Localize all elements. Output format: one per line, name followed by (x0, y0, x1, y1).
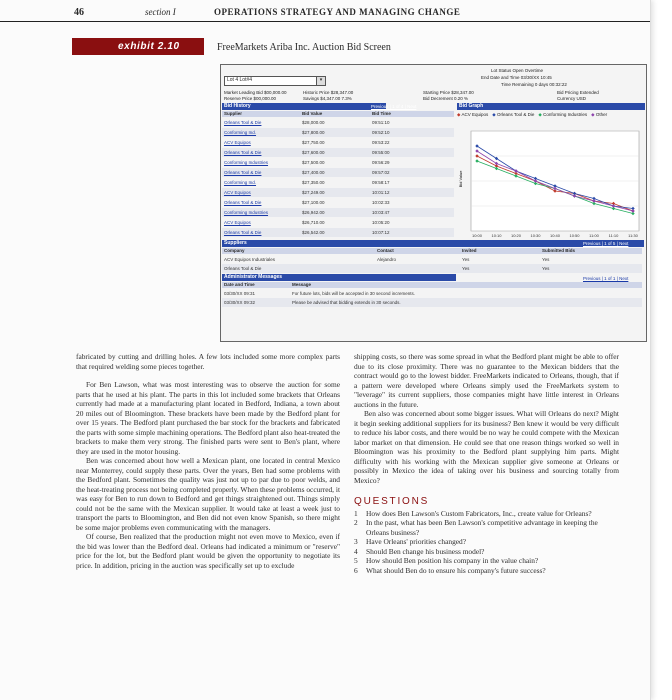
summary-mid-2: Savings $4,347.00 7.3% (303, 96, 352, 101)
cell-bid-value: $27,500.00 (302, 160, 325, 165)
cell-invited: Yes (462, 257, 470, 262)
cell-bid-time: 10:02:33 (372, 200, 390, 205)
status-line-1: Lot Status Open Overtime (491, 68, 544, 73)
x-tick-label: 10:30 (530, 233, 541, 238)
cell-supplier[interactable]: ACV Equipos (224, 190, 251, 195)
table-row (222, 228, 454, 237)
question-number: 2 (354, 518, 358, 527)
x-tick-label: 10:20 (510, 233, 522, 238)
cell-submitted: Yes (542, 257, 550, 262)
cell-company: ACV Equipos Industriales (224, 257, 276, 262)
question-item (354, 509, 619, 519)
summary-left-2: Reserve Price $00,000.00 (224, 96, 277, 101)
bid-pagination[interactable]: Previous | 1 of 4 | Next (371, 104, 417, 109)
question-number: 4 (354, 546, 358, 556)
col-contact: Contact (377, 248, 394, 253)
cell-supplier[interactable]: ACV Equipos (224, 140, 251, 145)
cell-message: Please be advised that bidding extends in 30 seconds. (292, 300, 401, 305)
cell-bid-value: $27,100.00 (302, 200, 325, 205)
cell-bid-value: $27,249.00 (302, 190, 325, 195)
paragraph: Ben was concerned about how well a Mexican plant, one located in central Mexico near Monterrey, could supply these parts. Over the years, Ben had some problems with the Bedford plant. Sometimes the quality was just not up to par due to poor welds, and the heat-treating process not being completed properly. When these problems occurred, it was easy for Ben to run down to Bedford and get things straightened out. Things simply could not be the same with the Mexican supplier. It would take at least a week just to transport the parts to Bloomington, and Ben did not even know Spanish, so there might be some major problems even communicating with the managers. (76, 456, 340, 532)
cell-supplier[interactable]: Conforming Ind. (224, 130, 257, 135)
cell-supplier[interactable]: Orleans Tool & Die (224, 120, 262, 125)
col-submitted: Submitted Bids (542, 248, 576, 253)
table-row (222, 255, 642, 264)
legend-entry (492, 112, 534, 117)
table-row (222, 138, 454, 147)
cell-bid-time: 09:56:29 (372, 160, 390, 165)
cell-company: Orleans Tool & Die (224, 266, 262, 271)
cell-bid-value: $27,600.00 (302, 150, 325, 155)
col-bid-value: Bid Value (302, 111, 323, 116)
cell-bid-value: $26,710.00 (302, 220, 325, 225)
cell-bid-value: $26,542.00 (302, 230, 325, 235)
bid-history-columns (222, 111, 454, 117)
page-number: 46 (74, 7, 84, 18)
admin-header: Administrator Messages (222, 274, 456, 281)
question-text: How should Ben position his company in the value chain? (366, 556, 539, 565)
paragraph: Of course, Ben realized that the production might not even move to Mexico, even if the bid was lower than the Bedford deal. Orleans had indicated a minimum or "reserve" price for the lot, but the Bedford plant would be given the opportunity to negotiate its price. In addition, pricing in the auction was specifically set up to exclude (76, 532, 340, 570)
x-tick-label: 11:10 (608, 233, 619, 238)
table-row (222, 168, 454, 177)
graph-legend (457, 112, 611, 118)
table-row (222, 188, 454, 197)
question-number: 5 (354, 556, 358, 565)
bid-graph (457, 127, 643, 247)
table-row (222, 178, 454, 187)
cell-invited: Yes (462, 266, 470, 271)
cell-bid-time: 09:55:00 (372, 150, 390, 155)
summary-mid-1: Historic Price $28,347.00 (303, 90, 354, 95)
question-number: 1 (354, 508, 358, 518)
legend-label: Conforming Industries (543, 112, 588, 117)
legend-label: Other (595, 112, 608, 117)
chevron-down-icon: ▾ (316, 77, 325, 85)
cell-bid-time: 09:53:22 (372, 140, 390, 145)
col-date-time: Date and Time (224, 282, 255, 287)
questions-heading: QUESTIONS (354, 496, 430, 507)
suppliers-header: Suppliers (222, 240, 644, 247)
question-item (354, 556, 619, 566)
question-item (354, 537, 619, 547)
cell-supplier[interactable]: Conforming Industries (224, 160, 269, 165)
table-row (222, 158, 454, 167)
exhibit-label: exhibit 2.10 (110, 38, 188, 55)
legend-entry (457, 112, 488, 117)
cell-bid-value: $27,400.00 (302, 170, 325, 175)
cell-bid-value: $28,000.00 (302, 120, 325, 125)
question-item (354, 518, 619, 537)
legend-entry (538, 112, 587, 117)
cell-bid-time: 10:01:12 (372, 190, 390, 195)
x-tick-label: 10:40 (549, 233, 561, 238)
cell-bid-value: $27,350.00 (302, 180, 325, 185)
question-text: In the past, what has been Ben Lawson's competitive advantage in keeping the Orleans business? (366, 518, 598, 537)
paragraph: Ben also was concerned about some bigger issues. What will Orleans do next? Might it begin seeking additional suppliers for its business? Ben knew it would be very difficult to reduce his labor costs, and there would be no way he could compete with the Mexican labor market on that dimension. He could see that one reason things worked so well in Bloomington was his proximity to the Bedford plant supplying him parts. Might difficulty with his working with the Mexican supplier give someone at Orleans or possibly in Mexico the idea of taking over his business and sourcing totally from Mexico? (354, 409, 619, 485)
cell-supplier[interactable]: Conforming Ind. (224, 180, 257, 185)
status-line-3: Time Remaining 0 days 00:32:22 (501, 82, 567, 87)
x-tick-label: 11:00 (589, 233, 599, 238)
admin-columns (222, 282, 642, 288)
table-row (222, 128, 454, 137)
legend-marker-icon: ◆ (457, 112, 462, 117)
summary-right-3: Bid Pricing Extended (557, 90, 599, 95)
summary-right-2: Bid Decrement 0.20 % (423, 96, 469, 101)
x-tick-label: 10:10 (491, 233, 502, 238)
legend-marker-icon: ◆ (591, 112, 596, 117)
summary-right-1: Starting Price $28,347.00 (423, 90, 474, 95)
cell-bid-value: $26,942.00 (302, 210, 325, 215)
cell-bid-time: 10:03:47 (372, 210, 390, 215)
table-row (222, 298, 642, 307)
question-text: How does Ben Lawson's Custom Fabricators, Inc., create value for Orleans? (366, 508, 592, 518)
y-axis-label: Bid Value (458, 170, 463, 188)
col-supplier: Supplier (224, 111, 243, 116)
paragraph: fabricated by cutting and drilling holes. A few lots included some more complex parts that required welding some pieces together. (76, 352, 340, 371)
cell-contact: Alejandro (377, 257, 397, 262)
bid-history-header: Bid History (222, 103, 386, 110)
cell-date-time: 03/30/XX 09:31 (224, 291, 256, 296)
cell-bid-time: 10:07:12 (372, 230, 390, 235)
status-line-2: End Date and Time 03/30/XX 10:45 (481, 75, 552, 80)
summary-right-4: Currency USD (557, 96, 587, 101)
cell-bid-value: $27,800.00 (302, 130, 325, 135)
table-row (222, 118, 454, 127)
summary-left-1: Market Leading Bid $00,000.00 (224, 90, 287, 95)
legend-label: Orleans Tool & Die (496, 112, 535, 117)
table-row (222, 218, 454, 227)
legend-marker-icon: ◆ (538, 112, 544, 117)
question-text: What should Ben do to ensure his company's future success? (366, 565, 546, 575)
cell-supplier[interactable]: Orleans Tool & Die (224, 170, 262, 175)
lot-select[interactable] (224, 76, 326, 86)
question-number: 3 (354, 537, 358, 546)
x-tick-label: 10:00 (471, 233, 483, 238)
suppliers-pagination[interactable]: Previous | 1 of 5 | Next (583, 241, 629, 246)
cell-message: For future lots, bids will be accepted in 30 second increments. (292, 291, 416, 296)
cell-supplier[interactable]: Orleans Tool & Die (224, 230, 262, 235)
col-company: Company (224, 248, 245, 253)
paragraph: For Ben Lawson, what was most interesting was to observe the auction for some parts that he used at his plant. The parts in this lot included some brackets that Orleans currently had made at a manufacturing plant located in Bedford, Indiana, a town about 20 miles out of Bloomington. These brackets have been made by the Bedford plant for over 15 years. The Bedford plant purchased the bar stock for the brackets and fabricated the parts with some simple machining operations. The Bedford plant also heat-treated the brackets to make them very strong. The finished parts were sent to Ben's plant, where they are used in the motor housing. (76, 380, 341, 456)
question-number: 6 (354, 565, 358, 575)
cell-submitted: Yes (542, 266, 550, 271)
question-item (354, 547, 619, 557)
cell-bid-time: 09:57:02 (372, 170, 390, 175)
cell-bid-time: 09:51:10 (372, 120, 390, 125)
paragraph: shipping costs, so there was some spread in what the Bedford plant might be able to offer due to its close proximity. There was no guarantee to the Mexican bidders that the contract would go to the lowest bidder. FreeMarkets indicated to Orleans, though, that if a pattern were developed where Orleans simply used the FreeMarkets system to "leverage" its current suppliers, those companies might have little interest in Orleans auctions in the future. (354, 352, 619, 409)
running-header (0, 3, 650, 22)
col-invited: Invited (462, 248, 477, 253)
cell-bid-value: $27,750.00 (302, 140, 325, 145)
cell-bid-time: 10:05:20 (372, 220, 390, 225)
question-text: Have Orleans' priorities changed? (366, 537, 467, 546)
col-message: Message (292, 282, 312, 287)
table-row (222, 289, 642, 298)
running-title: OPERATIONS STRATEGY AND MANAGING CHANGE (214, 7, 461, 17)
cell-date-time: 03/30/XX 09:32 (224, 300, 256, 305)
cell-bid-time: 09:58:17 (372, 180, 390, 185)
legend-marker-icon: ◆ (492, 112, 497, 117)
cell-supplier[interactable]: Conforming Industries (224, 210, 269, 215)
table-row (222, 148, 454, 157)
table-row (222, 208, 454, 217)
body-column-left (76, 352, 340, 570)
cell-supplier[interactable]: Orleans Tool & Die (224, 200, 262, 205)
question-item (354, 566, 619, 576)
lot-select-value: Lot 4 Lot#4 (227, 77, 253, 83)
suppliers-columns (222, 248, 642, 254)
x-tick-label: 10:50 (569, 233, 580, 238)
table-row (222, 198, 454, 207)
legend-entry (591, 112, 607, 117)
admin-pagination[interactable]: Previous | 1 of 1 | Next (583, 276, 629, 281)
auction-screenshot (220, 64, 647, 342)
exhibit-title: FreeMarkets Ariba Inc. Auction Bid Screen (217, 42, 391, 53)
questions-list (354, 509, 619, 576)
col-bid-time: Bid Time (372, 111, 391, 116)
x-tick-label: 11:30 (628, 233, 638, 238)
question-text: Should Ben change his business model? (366, 546, 485, 556)
bid-graph-tab[interactable]: Bid Graph (457, 103, 645, 110)
cell-supplier[interactable]: ACV Equipos (224, 220, 251, 225)
body-column-right (354, 352, 619, 575)
cell-supplier[interactable]: Orleans Tool & Die (224, 150, 262, 155)
legend-label: ACV Equipos (461, 112, 489, 117)
table-row (222, 264, 642, 273)
cell-bid-time: 09:52:10 (372, 130, 390, 135)
section-label: section I (145, 7, 176, 17)
